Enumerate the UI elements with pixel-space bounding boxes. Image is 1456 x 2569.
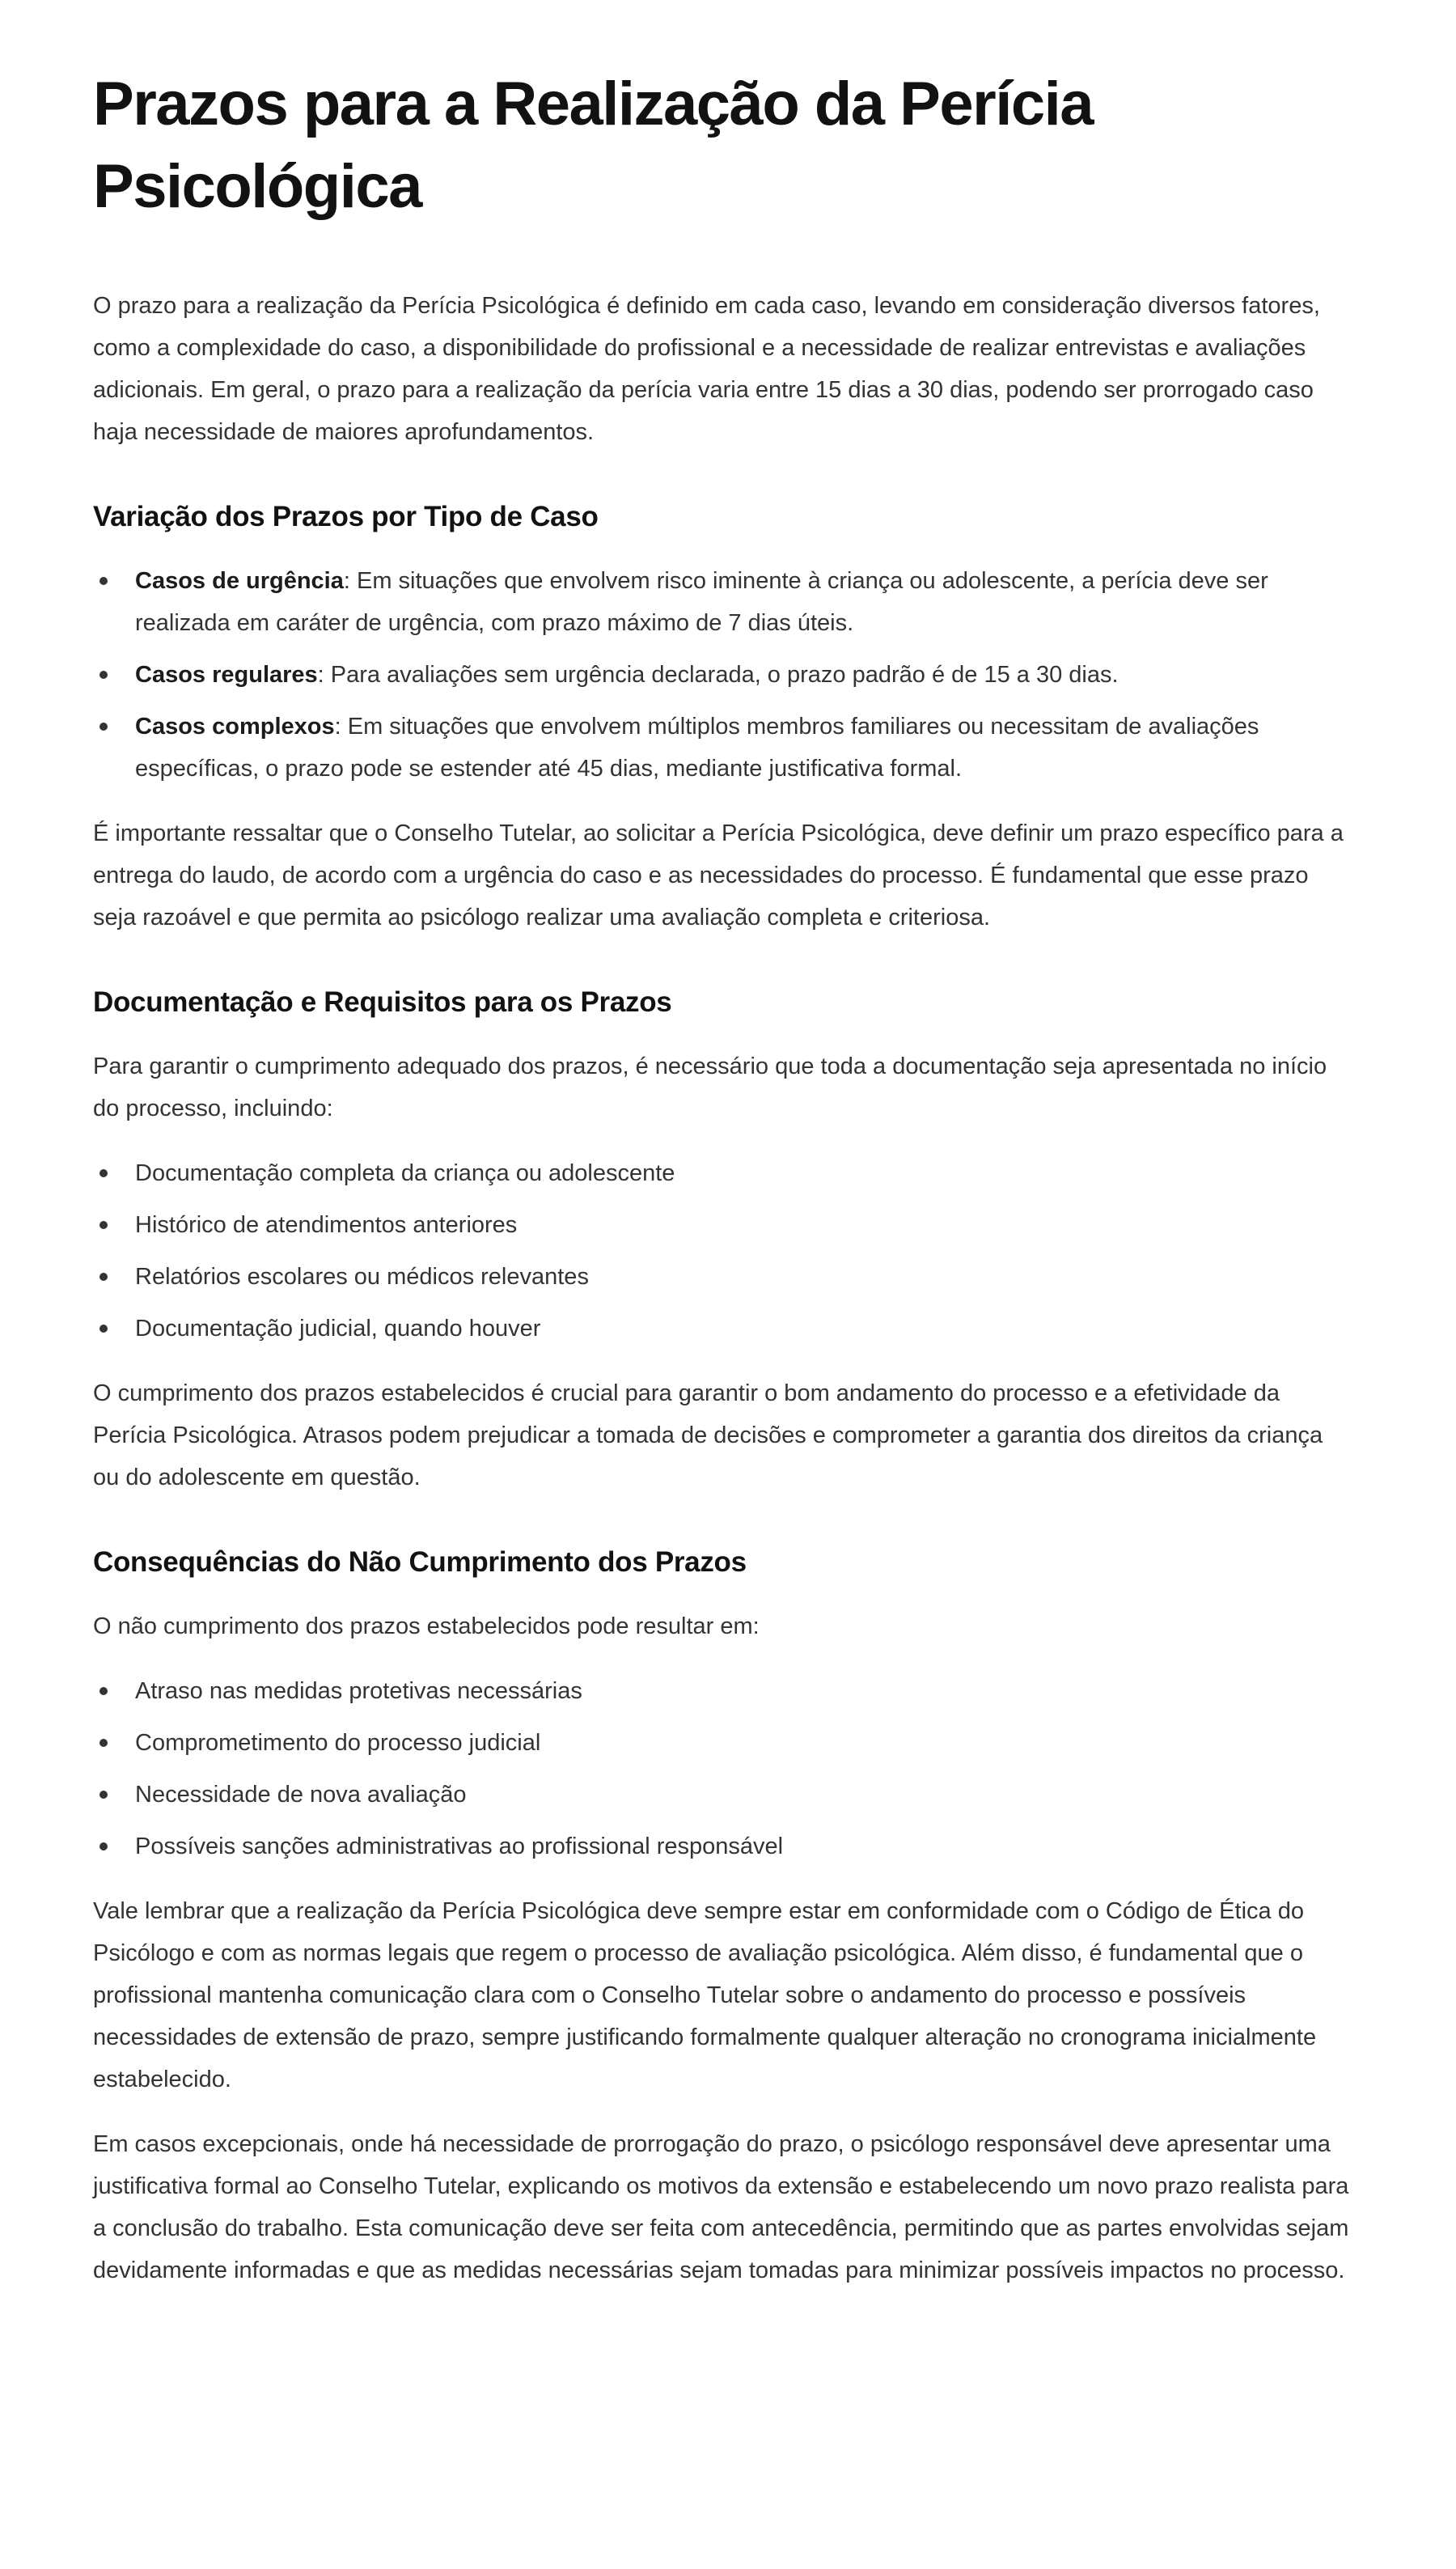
list-item-complete-documentation: Documentação completa da criança ou adolescente (93, 1152, 1351, 1194)
list-item-judicial-process-compromise: Comprometimento do processo judicial (93, 1722, 1351, 1764)
list-item-administrative-sanctions: Possíveis sanções administrativas ao profissional responsável (93, 1825, 1351, 1867)
closing-paragraph-compliance: Vale lembrar que a realização da Perícia Psicológica deve sempre estar em conformidade com o Código de Ética do Psicólogo e com as normas legais que regem o processo de avaliação psicológica. Além disso, é fundamental que o profissional mantenha comunicação clara com o Conselho Tutelar sobre o andamento do processo e possíveis necessidades de extensão de prazo, sempre justificando formalmente qualquer alteração no cronograma inicialmente estabelecido. (93, 1898, 1317, 2092)
consequences-list (93, 1670, 1351, 1867)
list-item-new-evaluation-need: Necessidade de nova avaliação (93, 1774, 1351, 1816)
case-type-label: Casos de urgência (135, 568, 344, 594)
page-title: Prazos para a Realização da Perícia Psicológica (93, 70, 1093, 221)
requirements-list (93, 1152, 1351, 1350)
section-case-type-deadlines (93, 498, 1351, 939)
list-item-school-medical-reports: Relatórios escolares ou médicos relevantes (93, 1256, 1351, 1298)
list-item-regular-cases (93, 654, 1351, 696)
case-type-description: : Em situações que envolvem risco iminente à criança ou adolescente, a perícia deve ser realizada em caráter de urgência, com prazo máximo de 7 dias úteis. (135, 568, 1268, 636)
list-item-urgent-cases (93, 560, 1351, 644)
intro-paragraph: O prazo para a realização da Perícia Psicológica é definido em cada caso, levando em consideração diversos fatores, como a complexidade do caso, a disponibilidade do profissional e a necessidade de realizar entrevistas e avaliações adicionais. Em geral, o prazo para a realização da perícia varia entre 15 dias a 30 dias, podendo ser prorrogado caso haja necessidade de maiores aprofundamentos. (93, 293, 1320, 445)
list-item-complex-cases (93, 706, 1351, 790)
list-item-judicial-documentation: Documentação judicial, quando houver (93, 1308, 1351, 1350)
section-documentation-requirements (93, 984, 1351, 1499)
case-type-description: : Para avaliações sem urgência declarada, o prazo padrão é de 15 a 30 dias. (317, 662, 1119, 688)
section-heading-consequences: Consequências do Não Cumprimento dos Prazos (93, 1546, 747, 1578)
case-type-label: Casos complexos (135, 714, 335, 740)
section-heading-documentation: Documentação e Requisitos para os Prazos (93, 986, 672, 1018)
section-paragraph: O cumprimento dos prazos estabelecidos é crucial para garantir o bom andamento do processo e a efetividade da Perícia Psicológica. Atrasos podem prejudicar a tomada de decisões e comprometer a garantia dos direitos da criança ou do adolescente em questão. (93, 1380, 1323, 1490)
case-type-list (93, 560, 1351, 790)
list-item-previous-history: Histórico de atendimentos anteriores (93, 1204, 1351, 1246)
section-lead-paragraph: O não cumprimento dos prazos estabelecidos pode resultar em: (93, 1613, 760, 1639)
list-item-protective-measures-delay: Atraso nas medidas protetivas necessárias (93, 1670, 1351, 1712)
section-heading-case-types: Variação dos Prazos por Tipo de Caso (93, 501, 599, 532)
case-type-label: Casos regulares (135, 662, 318, 688)
section-lead-paragraph: Para garantir o cumprimento adequado dos prazos, é necessário que toda a documentação seja apresentada no início do processo, incluindo: (93, 1053, 1327, 1121)
closing-paragraph-extension: Em casos excepcionais, onde há necessidade de prorrogação do prazo, o psicólogo responsável deve apresentar uma justificativa formal ao Conselho Tutelar, explicando os motivos da extensão e estabelecendo um novo prazo realista para a conclusão do trabalho. Esta comunicação deve ser feita com antecedência, permitindo que as partes envolvidas sejam devidamente informadas e que as medidas necessárias sejam tomadas para minimizar possíveis impactos no processo. (93, 2131, 1349, 2283)
case-type-description: : Em situações que envolvem múltiplos membros familiares ou necessitam de avaliações específicas, o prazo pode se estender até 45 dias, mediante justificativa formal. (135, 714, 1259, 782)
section-noncompliance-consequences (93, 1544, 1351, 2291)
section-paragraph: É importante ressaltar que o Conselho Tutelar, ao solicitar a Perícia Psicológica, deve definir um prazo específico para a entrega do laudo, de acordo com a urgência do caso e as necessidades do processo. É fundamental que esse prazo seja razoável e que permita ao psicólogo realizar uma avaliação completa e criteriosa. (93, 820, 1344, 931)
